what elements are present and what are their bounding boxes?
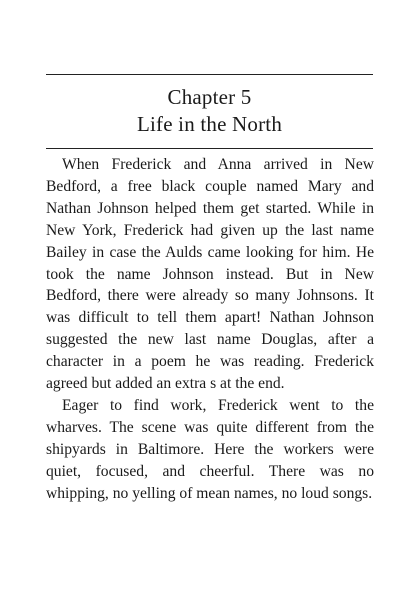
top-rule [46,74,373,75]
paragraph: Eager to find work, Frederick went to the wharves. The scene was quite different from the shipyards in Baltimore. Here the workers were quiet, focused, and cheerful. There was no whipping, no yelling of mean names, no loud songs. [46,396,374,502]
paragraph: When Frederick and Anna arrived in New Bedford, a free black couple named Mary and Nathan Johnson helped them get started. While in New York, Frederick had given up the last name Bailey in case the Aulds came looking for him. He took the name Johnson instead. But in New Bedford, there were already so many Johnsons. It was difficult to tell them apart! Nathan Johnson suggested the new last name Douglas, after a character in a poem he was reading. Frederick agreed but added an extra s at the end. [46,156,374,393]
chapter-number: Chapter 5 [167,85,252,109]
bottom-rule [46,148,373,149]
chapter-heading [46,84,373,138]
chapter-title: Life in the North [136,112,283,136]
chapter-body [46,154,374,505]
